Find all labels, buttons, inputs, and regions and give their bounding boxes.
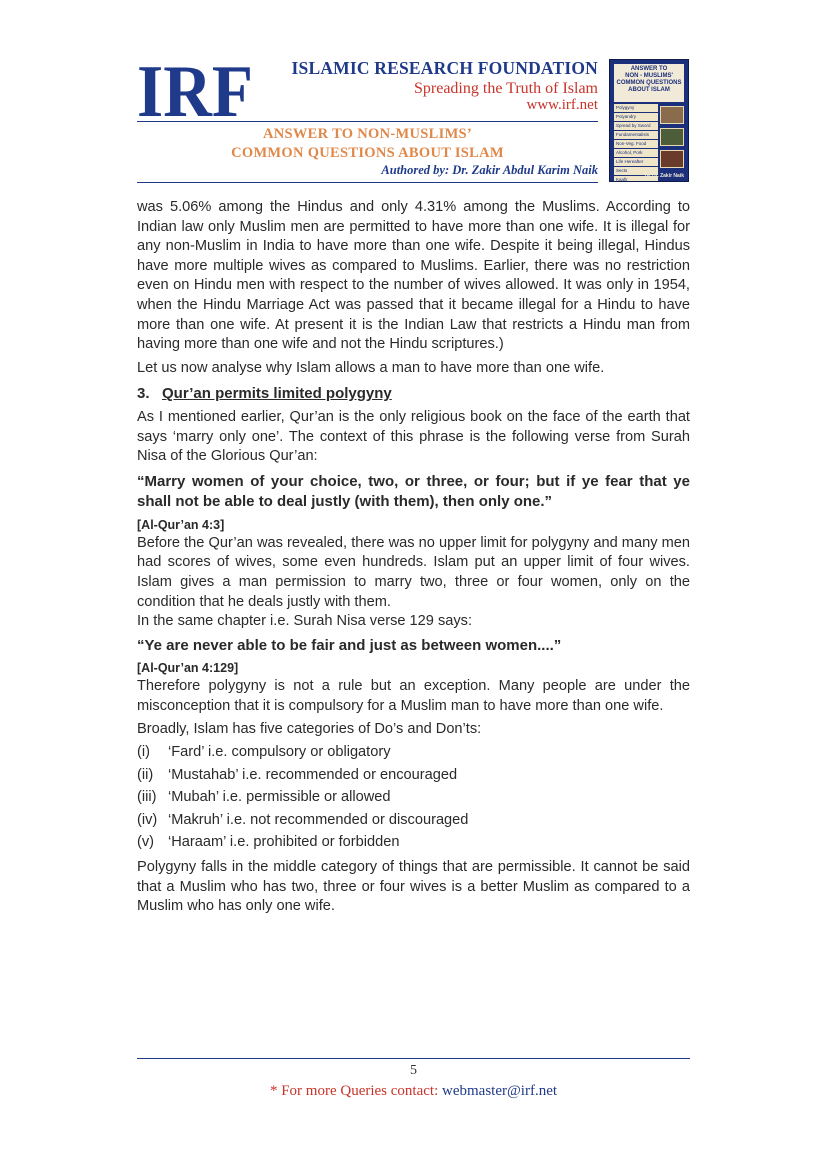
list-marker: (ii) [137,766,154,783]
cover-topic: Alcohol, Pork [614,149,658,157]
list-marker: (iii) [137,789,157,806]
list-item [137,788,690,808]
contact-email-link[interactable]: webmaster@irf.net [442,1083,558,1099]
cover-topic: Fundamentalists [614,131,658,139]
list-text: ‘Fard’ i.e. compulsory or obligatory [168,743,391,760]
cover-topic: Life Hereafter [614,158,658,166]
paragraph-therefore: Therefore polygyny is not a rule but an exception. Many people are under the misconception that it is compulsory for a Muslim man to have more than one wife. [137,678,690,714]
section-title: Qur’an permits limited polygyny [162,385,392,403]
header-divider [137,121,598,122]
list-text: ‘Haraam’ i.e. prohibited or forbidden [168,834,400,851]
paragraph-same-chapter: In the same chapter i.e. Surah Nisa verse 129 says: [137,613,473,630]
list-marker: (i) [137,743,150,760]
cover-title: ANSWER TO NON - MUSLIMS' COMMON QUESTIONS ABOUT ISLAM [614,64,684,102]
list-text: ‘Makruh’ i.e. not recommended or discouraged [168,811,469,828]
section-heading [137,384,690,404]
organization-name: ISLAMIC RESEARCH FOUNDATION [291,58,598,78]
cover-author: by Dr. Zakir Naik [644,173,684,179]
header-bottom-divider [137,182,598,183]
book-title-line-2: COMMON QUESTIONS ABOUT ISLAM [231,145,504,161]
cover-topic: Polyandry [614,113,658,121]
list-item [137,766,690,786]
list-text: ‘Mubah’ i.e. permissible or allowed [168,789,391,806]
cover-topic: Non-Veg. Food [614,140,658,148]
paragraph-polygyny: Polygyny falls in the middle category of things that are permissible. It cannot be said that a Muslim who has two, three or four wives is a better Muslim as compared to a Muslim who has only one wife. [137,858,690,915]
page-number: 5 [410,1063,417,1078]
cover-topic: Spread by Sword [614,122,658,130]
cover-topic-list [614,104,658,182]
book-title-line-1: ANSWER TO NON-MUSLIMS’ [262,126,473,142]
paragraph-analyse: Let us now analyse why Islam allows a man to have more than one wife. [137,359,605,376]
cover-topic: Kaafir [614,176,658,182]
page-body [137,198,690,917]
contact-label: * For more Queries contact: [269,1083,442,1099]
author-credit: Authored by: Dr. Zakir Abdul Karim Naik [381,163,598,177]
list-marker: (iv) [137,811,158,828]
book-cover-image [609,59,689,182]
irf-logo [137,58,255,120]
list-text: ‘Mustahab’ i.e. recommended or encouraged [168,766,458,783]
quran-reference-4-3: [Al-Qur’an 4:3] [137,517,225,532]
footer-contact [137,1083,690,1100]
cover-photo [660,150,684,168]
list-item [137,833,690,853]
paragraph-broadly: Broadly, Islam has five categories of Do’s and Don’ts: [137,721,482,738]
footer-divider [137,1058,690,1059]
quran-reference-4-129: [Al-Qur’an 4:129] [137,661,239,676]
cover-photo [660,128,684,146]
cover-topic: Sects [614,167,658,175]
cover-photo [660,106,684,124]
paragraph-mentioned: As I mentioned earlier, Qur’an is the only religious book on the face of the earth that says ‘marry only one’. The context of this phrase is the following verse from Surah Nisa of the Glorious Qur’an: [137,408,690,465]
paragraph-intro: was 5.06% among the Hindus and only 4.31% among the Muslims. According to Indian law only Muslim men are permitted to have more than one wife. It is illegal for any non-Muslim in India to have more than one wife. Despite it being illegal, Hindus have more multiple wives as compared to Muslims. Earlier, there was no restriction even on Hindu men with respect to the number of wives allowed. It was only in 1954, when the Hindu Marriage Act was passed that it became illegal for a Hindu to have more than one wife. At present it is the Indian Law that restricts a Hindu man from having more than one wife and not the Hindu scriptures.) [137,199,690,353]
list-item [137,743,690,763]
paragraph-before: Before the Qur’an was revealed, there was no upper limit for polygyny and many men had scores of wives, some even hundreds. Islam put an upper limit of four wives. Islam gives a man permission to marry two, three or four women, only on the condition that he deals justly with them. [137,534,690,610]
quran-quote-4-129: “Ye are never able to be fair and just as between women....” [137,636,562,654]
cover-topic: Polygyny [614,104,658,112]
quran-quote-4-3: “Marry women of your choice, two, or three, or four; but if ye fear that ye shall not be able to deal justly (with them), then only one.” [137,472,690,511]
list-marker: (v) [137,834,155,851]
website-link[interactable]: www.irf.net [526,97,598,113]
list-item [137,811,690,831]
logo-text: IRF [137,58,253,120]
tagline: Spreading the Truth of Islam [414,80,598,97]
section-number: 3. [137,385,150,403]
